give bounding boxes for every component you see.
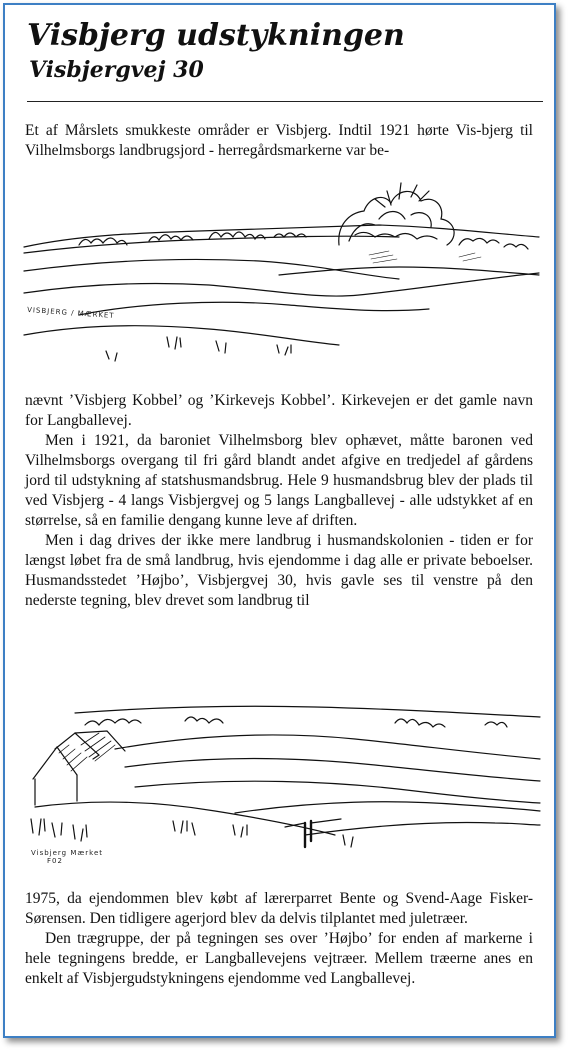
landscape-sketch-bottom (15, 695, 545, 880)
paragraph-1921: Men i 1921, da baroniet Vilhelmsborg blev ophævet, måtte baronen ved Vilhelmsborgs overgang til fri gård blandt andet afgive en tredjedel af gårdens jord til udstykning af statshusmandsbrug. Hele 9 husmandsbrug blev der plads til ved Visbjerg - 4 langs Visbjergvej og 5 langs Langballevej - alle udstykket af en størrelse, så en familie dengang kunne leve af driften. (25, 432, 533, 529)
paragraph-intro-part2: nævnt ’Visbjerg Kobbel’ og ’Kirkevejs Kobbel’. Kirkevejen er det gamle navn for Langballevej. (25, 392, 533, 429)
sketch-bottom-signature (31, 849, 103, 865)
text-block-end (25, 889, 533, 989)
sketch-bottom-signature-line2: F02 (47, 857, 63, 865)
title-divider (27, 101, 543, 102)
paragraph-intro-part1: Et af Mårslets smukkeste områder er Visbjerg. Indtil 1921 hørte Vis-bjerg til Vilhelmsborgs landbrugsjord - herregårdsmarkerne var be- (25, 122, 533, 159)
text-block-middle (25, 391, 533, 611)
sketch-bottom-signature-line1: Visbjerg Mærket (31, 849, 103, 857)
landscape-sketch-top-drawing (19, 175, 544, 375)
paragraph-today: Men i dag drives der ikke mere landbrug i husmandskolonien - tiden er for længst løbet fra de små landbrug, hvis ejendomme i dag alle er private beboelser. Husmandsstedet ’Højbo’, Visbjergvej 30, hvis gavle ses til venstre på den nederste tegning, blev drevet som landbrug til (25, 532, 533, 609)
text-block-intro (25, 121, 533, 161)
landscape-sketch-top (19, 175, 544, 375)
paragraph-treegroup: Den trægruppe, der på tegningen ses over ’Højbo’ for enden af markerne i hele tegningens bredde, er Langballevejens vejtræer. Mellem træerne anes en enkelt af Visbjergudstykningens ejendomme ved Langballevej. (25, 930, 533, 987)
page-title: Visbjerg udstykningen (27, 18, 405, 53)
page-subtitle: Visbjergvej 30 (29, 57, 204, 83)
paragraph-1975: 1975, da ejendommen blev købt af lærerparret Bente og Svend-Aage Fisker-Sørensen. Den tidligere agerjord blev da delvis tilplantet med juletræer. (25, 890, 533, 927)
sketch-top-signature: VISBJERG / MÆRKET (26, 305, 115, 321)
page-frame (3, 3, 556, 1038)
